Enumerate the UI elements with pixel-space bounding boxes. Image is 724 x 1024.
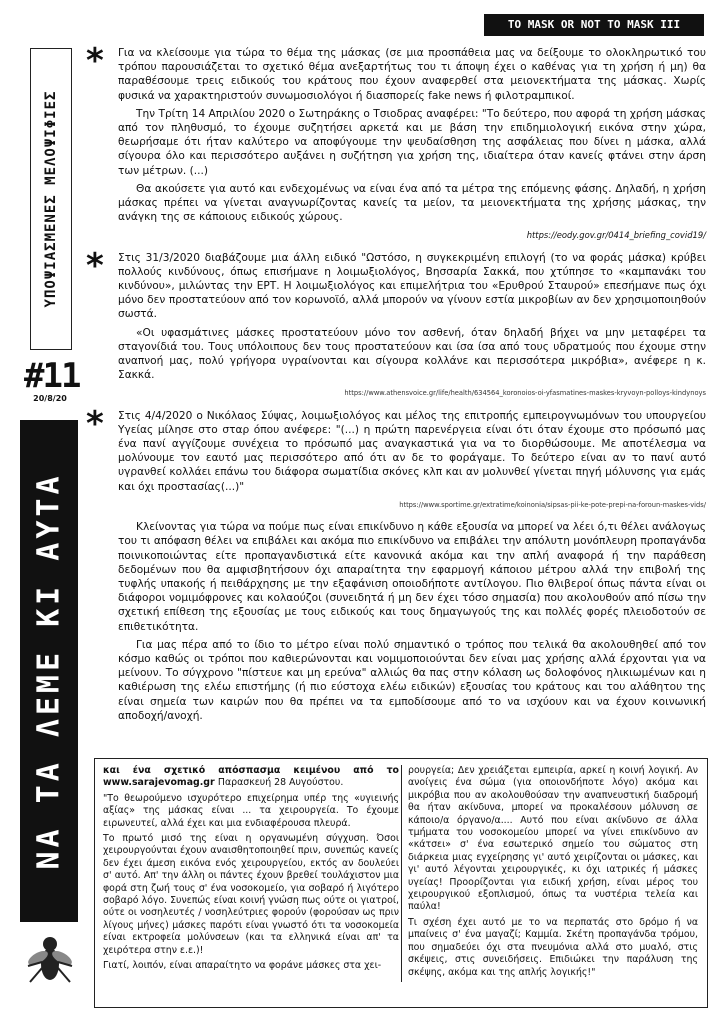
- excerpt-date: Παρασκευή 28 Αυγούστου.: [217, 777, 344, 789]
- paragraph: Θα ακούσετε για αυτό και ενδεχομένως να είναι ένα από τα μέτρα της επόμενης φάσης. Δηλαδή, η χρήση μάσκας πρέπει να γίνεται αναγνωρίζοντας κανείς τα μείον, τα μειονεκτήματα της χρήσης μάσκας, την ανάγκη της σε κάποιους ειδικούς χώρους.: [118, 182, 706, 224]
- page-header-title: TO MASK OR NOT TO MASK III: [484, 14, 704, 36]
- issue-number: #11: [24, 356, 80, 396]
- source-link[interactable]: https://www.athensvoice.gr/life/health/634564_koronoios-oi-yfasmatines-maskes-kryvoyn-polloys-kindynoys: [344, 389, 706, 398]
- paragraph: Για να κλείσουμε για τώρα το θέμα της μάσκας (σε μια προσπάθεια μας να δείξουμε το ολοκληρωτικό του τρόπου παρουσιάζεται το σχετικό θέμα ανεξαρτήτως του τι άποψη έχει ο καθένας για τη χρήση ή μη) θα παραθέσουμε τρεις ειδικούς του κράτους που έχουν αναφερθεί στα μειονεκτήματα της μάσκας. Χωρίς φυσικά να χαρακτηριστούν συνωμοσιολόγοι ή διασπορείς fake news ή φιλοτραμπικοί.: [118, 47, 706, 102]
- paragraph: Για μας πέρα από το ίδιο το μέτρο είναι πολύ σημαντικό ο τρόπος που τελικά θα ακολουθηθεί από τον κόσμο καθώς οι τρόποι που καθιερώνονται και νομιμοποιούνται δεν είναι μας χρήσης αλλά έρχονται για να μείνουν. Το σύγχρονο "πίστευε και μη ερεύνα" αλλιώς θα πας στην κόλαση ως δολοφόνος ηλικιωμένων και η καθιέρωση της ελέω επιστήμης (ή πιο εύστοχα ελέω ειδικών) εξουσίας του κράτους και του αλάθητου της είναι σημεία των καιρών που θα πρέπει να τα εμποδίσουμε από το να ισχύουν και να έχουν κοινωνική αποδοχή/ανοχή.: [118, 638, 706, 722]
- excerpt-column-right: [401, 765, 698, 982]
- paragraph: «Οι υφασμάτινες μάσκες προστατεύουν μόνο τον ασθενή, όταν δηλαδή βήχει να μην μεταφέρει τα σταγονίδιά του. Τους υπόλοιπους δεν τους προστατεύουν και ίσα ίσα από τους υδρατμούς που έχουμε στην αναπνοή μας, πολύ γρήγορα υγραίνονται και σίγουρα κολλάνε και περισσότερα μικρόβια», ανέφερε η κ. Σακκά.: [118, 326, 706, 382]
- excerpt-paragraph: "Το θεωρούμενο ισχυρότερο επιχείρημα υπέρ της «υγιεινής αξίας» της μάσκας είναι ... τα χειρουργεία. Το έχουμε ειρωνευτεί, αλλά έχει και μια ενδιαφέρουσα πλευρά.: [103, 792, 399, 829]
- excerpt-site[interactable]: www.sarajevomag.gr: [103, 777, 215, 789]
- article-content: [86, 41, 707, 727]
- paragraph: Στις 31/3/2020 διαβάζουμε μια άλλη ειδικό "Ωστόσο, η συγκεκριμένη επιλογή (το να φοράς μάσκα) κρύβει πολλούς κινδύνους, όπως επισήμανε η λοιμωξιολόγος, Βησσαρία Σακκά, που χτύπησε το «καμπανάκι του κινδύνου», μιλώντας την ΕΡΤ. Η λοιμωξιολόγος και επιμελήτρια του «Ερυθρού Σταυρού» επεσήμανε πως όχι μόνο δεν προστατεύουν από τον κορωνοϊό, αλλά μπορούν να γίνουν εστία μικροβίων αν δεν χρησιμοποιηθούν σωστά.: [118, 251, 706, 321]
- paragraph: Την Τρίτη 14 Απριλίου 2020 ο Σωτηράκης ο Τσιοδρας αναφέρει: "Το δεύτερο, που αφορά τη χρήση μάσκας από τον πληθυσμό, το έχουμε συζητήσει αρκετά και με βάση την επιδημιολογική εικόνα στην χώρα, θεωρήσαμε ότι ήταν καλύτερο να αποφύγουμε την ψευδαίσθηση της ασφάλειας που δίνει η μάσκα, αλλά σίγουρα όλο και περισσότερο αυξάνει η συζήτηση για χρήση της, ιδιαίτερα όταν κανείς φτάνει στην άρση των μέτρων. (...): [118, 107, 707, 177]
- excerpt-paragraph: Γιατί, λοιπόν, είναι απαραίτητο να φοράνε μάσκες στα χει-: [103, 960, 382, 972]
- issue-date: 20/8/20: [33, 394, 67, 403]
- asterisk-icon: *: [86, 41, 104, 81]
- paragraph: Στις 4/4/2020 ο Νικόλαος Σύψας, λοιμωξιολόγος και μέλος της επιτροπής εμπειρογνωμόνων του υπουργείου Υγείας μίλησε στο σταρ όπου ανέφερε: "(...) η πρώτη παρενέργεια είναι ότι όταν έχουμε στο πρόσωπό μας ένα πανί αγγίζουμε συνέχεια το πρόσωπό μας αναγκαστικά για να το διορθώσουμε. Με αποτέλεσμα να μολύνουμε τον εαυτό μας περισσότερο από ότι αν δε το φοράγαμε. Το δεύτερο είναι αν το πανί αυτό υγρανθεί κολλάει επάνω του διάφορα σωματίδια σκόνες κλπ και αν μολυνθεί γίνεται πηγή μόλυνσης για εμάς και όχι προστασίας(...)": [118, 409, 706, 493]
- fly-icon: [24, 924, 76, 994]
- section-closing: [94, 520, 706, 723]
- section-tsiodras: [86, 41, 707, 243]
- excerpt-paragraph: ρουργεία; Δεν χρειάζεται εμπειρία, αρκεί η κοινή λογική. Αν ανοίγεις ένα σώμα (για οποιονδήποτε λόγο) ακόμα και μικρόβια που αν ακολουθούσαν την αναπνευστική διαδρομή θα ήταν ακίνδυνα, μπορεί να προκαλέσουν μόλυνση σε κάποιο/α όργανο/α.... Αυτό που είναι ακίνδυνο σε άλλα τμήματα του νοσοκομείου μπορεί να γίνει επικίνδυνο αν «κάτσει» σ' ένα εσωτερικό σημείο του σώματος στη διάρκεια μιας εγχείρησης γι' αυτό χειρίζονται οι μάσκες, και γι' αυτό λέγονται χειρουργικές, κι όχι ιατρικές ή μάσκες υγείας! Προορίζονται για ειδική χρήση, είναι μέρος του χειρουργικού εξοπλισμού, όπως τα νυστέρια τελεία και παύλα!: [408, 765, 698, 913]
- excerpt-paragraph: Τι σχέση έχει αυτό με το να περπατάς στο δρόμο ή να μπαίνεις σ' ένα μαγαζί; Καμμία. Σκέτη προπαγάνδα τρόμου, που σημαδεύει όχι στα πνευμόνια αλλά στο μυαλό, στις σκέψεις, στις συνειδήσεις. Επιδιώκει την παράλυση της σκέψης, ακόμα και της απλής λογικής!": [408, 916, 698, 978]
- excerpt-paragraph: Το πρωτό μισό της είναι η οργανωμένη σύγχυση. Όσοι χειρουργούνται έχουν αναισθητοποιηθεί πριν, συνεπώς κανείς δεν έχει άμεση εικόνα ενός χειρουργείου, εκτός αν δουλεύει σ' αυτό. Απ' την άλλη οι πάντες έχουν βρεθεί τουλάχιστον μια φορά στη ζωή τους σ' ένα νοσοκομείο, για σοβαρό ή λιγότερο σοβαρό λόγο. Συνεπώς είναι κοινή γνώση πως ούτε οι γιατροί, ούτε οι νοσηλευτές / νοσηλεύτριες φορούν (φορούσαν ως πριν λίγους μήνες) μάσκες παρότι είναι γνωστό ότι τα νοσοκομεία είναι εκτροφεία μολύνσεων (και τα ελληνικά είναι απ' τα χειρότερα στην ε.ε.)!: [103, 833, 399, 956]
- big-title-box: [20, 420, 78, 922]
- source-link[interactable]: https://eody.gov.gr/0414_briefing_covid19/: [526, 230, 706, 241]
- section-sakka: [86, 245, 706, 401]
- asterisk-icon: *: [86, 403, 104, 444]
- issue-badge: [24, 356, 80, 403]
- excerpt-heading: [103, 765, 399, 790]
- source-link[interactable]: https://www.sportime.gr/extratime/koinonia/sipsas-pii-ke-pote-prepi-na-foroun-maskes-vids/: [399, 500, 706, 509]
- excerpt-box: [94, 758, 708, 1008]
- sidebar-title-box: [30, 48, 72, 350]
- sidebar: [20, 40, 78, 998]
- excerpt-column-left: [103, 765, 399, 976]
- sidebar-vertical-title: ΥΠΟΨΙΑΣΜΕΝΕΣ ΜΕΛΟΨΙΦΙΕΣ: [43, 90, 59, 308]
- paragraph: Κλείνοντας για τώρα να πούμε πως είναι επικίνδυνο η κάθε εξουσία να μπορεί να λέει ό,τι θέλει ανάλογως του τι απόφαση θέλει να επιβάλει και ακόμα πιο επικίνδυνο να επιβάλει την απόλυτη μονόπλευρη προπαγάνδα ποινικοποιώντας είτε προπαγανδιστικά είτε κανονικά ακόμα και την απλή αναφορά ή την παράθεση δεδομένων που θα αμφισβητήσουν όχι απαραίτητα την εφαρμογή κάποιου μέτρου αλλά την επιβολή της τυφλής υπακοής ή πειθάρχησης με την εξαφάνιση οποιοδήποτε αντίλογου. Πιο θλιβεροί όπως πάντα είναι οι διάφοροι νομιμόφρονες και κολαούζοι (συνειδητά ή μη δεν έχει τόσο σημασία) που ακολουθούν από πίσω την σχετική επίθεση της εξουσίας με τους ειδικούς και τους δημαγωγούς της και πολλές φορές πλειοδοτούν σε επιθετικότητα.: [118, 521, 706, 633]
- big-title: ΝΑ ΤΑ ΛΕΜΕ ΚΙ ΑΥΤΑ: [31, 472, 67, 870]
- section-sypsas: [86, 403, 706, 512]
- asterisk-icon: *: [86, 245, 104, 286]
- excerpt-heading-text: και ένα σχετικό απόσπασμα κειμένου από το: [103, 765, 399, 776]
